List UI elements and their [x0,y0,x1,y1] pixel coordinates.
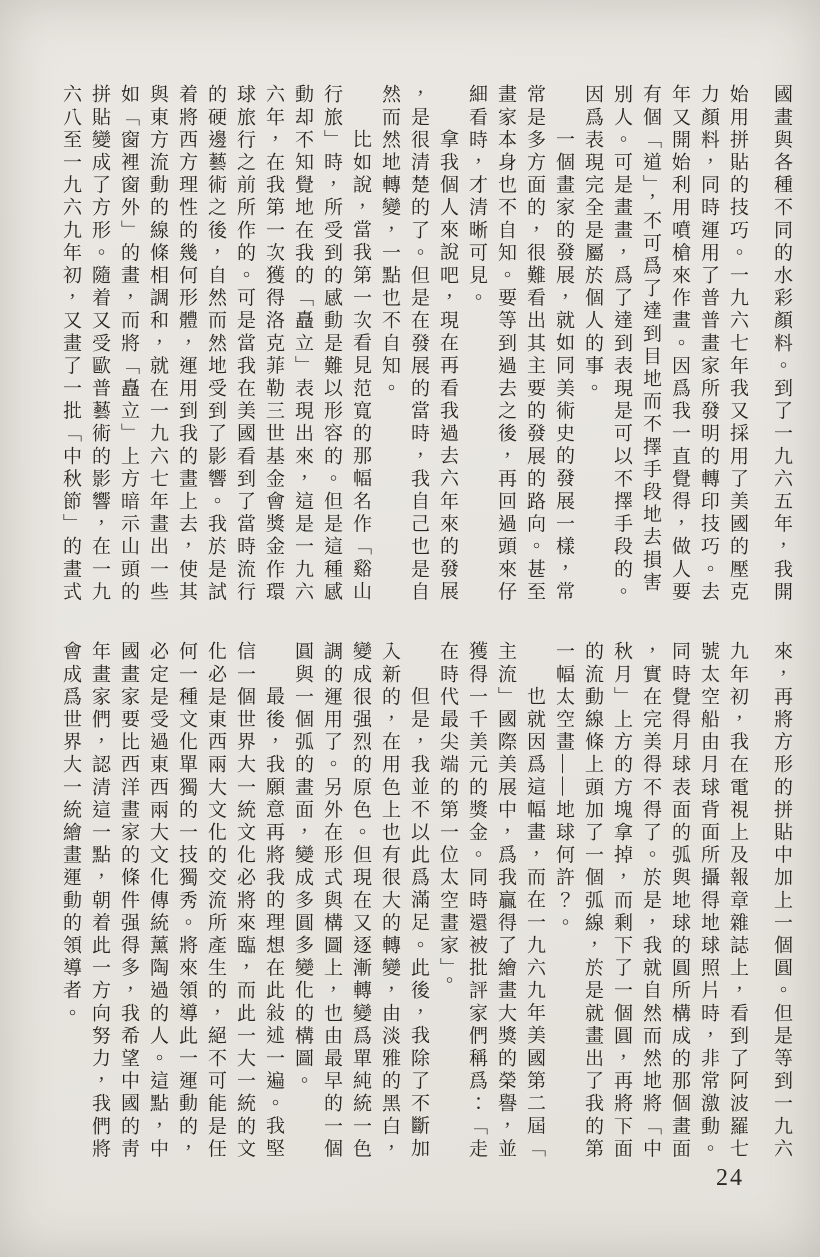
text-column: ，實在完美得不得了。於是，我就自然而然地將「中 [640,641,661,1161]
text-column: 別人。可是畫畫，爲了達到表現是可以不擇手段的。 [611,84,632,604]
text-column: 獲得一千美元的獎金。同時還被批評家們稱爲：「走 [466,641,487,1161]
text-column: 畫家本身也不自知。要等到過去之後，再回過頭來仔 [495,84,516,604]
text-column: 來，再將方形的拼貼中加上一個圓。但是等到一九六 [771,641,792,1161]
text-column: 國畫家要比西洋畫家的條件强得多，我希望中國的靑 [118,641,139,1161]
text-column: 會成爲世界大一統繪畫運動的領導者。 [60,641,81,1026]
text-column: 主流」國際美展中，爲我贏得了繪畫大獎的榮譽，並 [495,641,516,1161]
text-column: 有個「道」，不可爲了達到目地而不擇手段地去損害 [640,84,661,595]
text-column: 六年，在我第一次獲得洛克菲勒三世基金會獎金作環 [263,84,284,604]
text-column: 在時代最尖端的第一位太空畫家」。 [437,641,458,994]
text-column: 力顏料，同時運用了普普畫家所發明的轉印技巧。去 [698,84,719,604]
text-column: 比如說，當我第一次看見范寬的那幅名作「谿山 [350,129,371,604]
text-column: 因爲表現完全是屬於個人的事。 [582,84,603,401]
text-column: 動却不知覺地在我的「矗立」表現出來，這是一九六 [292,84,313,604]
text-column: 何一種文化單獨的一技獨秀。將來領導此一運動的， [176,641,197,1161]
text-column: 但是，我並不以此爲滿足。此後，我除了不斷加 [408,686,429,1161]
text-column: 同時覺得月球表面的弧與地球的圓所構成的那個畫面 [669,641,690,1161]
text-column: 國畫與各種不同的水彩顏料。到了一九六五年，我開 [771,84,792,604]
text-column: 最後，我願意再將我的理想在此敍述一遍。我堅 [263,686,284,1161]
text-column: 行旅」時，所受到的感動是難以形容的。但是這種感 [321,84,342,604]
text-column: 也就因爲這幅畫，而在一九六九年美國第二屆「 [524,686,545,1161]
text-block-bottom [56,641,796,1168]
text-column: 信一個世界大一統文化必將來臨，而此一大一統的文 [234,641,255,1161]
text-column: 常是多方面的，很難看出其主要的發展的路向。甚至 [524,84,545,604]
text-column: 九年初，我在電視上及報章雜誌上，看到了阿波羅七 [727,641,748,1161]
text-column: 的流動線條上頭加了一個弧線，於是就畫出了我的第 [582,641,603,1161]
text-column: ，是很清楚的了。但是在發展的當時，我自己也是自 [408,84,429,604]
text-column: 必定是受過東西兩大文化傳統薰陶過的人。這點，中 [147,641,168,1161]
text-column: 化必是東西兩大文化的交流所產生的，絕不可能是任 [205,641,226,1161]
text-column: 球旅行之前所作的。可是當我在美國看到了當時流行 [234,84,255,604]
text-column: 的硬邊藝術之後，自然而然地受到了影響。我於是試 [205,84,226,604]
text-column: 着將西方理性的幾何形體，運用到我的畫上去，使其 [176,84,197,604]
text-column: 如「窗裡窗外」的畫，而將「矗立」上方暗示山頭的 [118,84,139,604]
text-column: 變成很强烈的原色。但現在又逐漸轉變爲單純統一色 [350,641,371,1161]
text-column: 一個畫家的發展，就如同美術史的發展一樣，常 [553,129,574,604]
text-column: 號太空船由月球背面所攝得地球照片時，非常激動。 [698,641,719,1161]
text-column: 年又開始利用噴槍來作畫。因爲我一直覺得，做人要 [669,84,690,604]
text-column: 拿我個人來說吧，現在再看我過去六年來的發展 [437,129,458,604]
text-column: 一幅太空畫——地球何許？。 [553,641,574,935]
text-column: 圓與一個弧的畫面，變成多圓多變化的構圖。 [292,641,313,1093]
text-column: 與東方流動的線條相調和，就在一九六七年畫出一些 [147,84,168,604]
text-column: 六八至一九六九年初，又畫了一批「中秋節」的畫式 [60,84,81,604]
text-column: 然而然地轉變，一點也不自知。 [379,84,400,401]
text-column: 入新的，在用色上也有很大的轉變，由淡雅的黑白， [379,641,400,1161]
text-column: 始用拼貼的技巧。一九六七年我又採用了美國的壓克 [727,84,748,604]
text-column: 年畫家們，認清這一點，朝着此一方向努力，我們將 [89,641,110,1161]
text-column: 拼貼變成了方形。隨着又受歐普藝術的影響，在一九 [89,84,110,604]
text-column: 秋月」上方的方塊拿掉，而剩下了一個圓，再將下面 [611,641,632,1161]
text-column: 調的運用了。另外在形式與構圖上，也由最早的一個 [321,641,342,1161]
page-number: 24 [716,1165,744,1191]
text-column: 細看時，才清晰可見。 [466,84,487,310]
text-block-top [56,84,796,611]
